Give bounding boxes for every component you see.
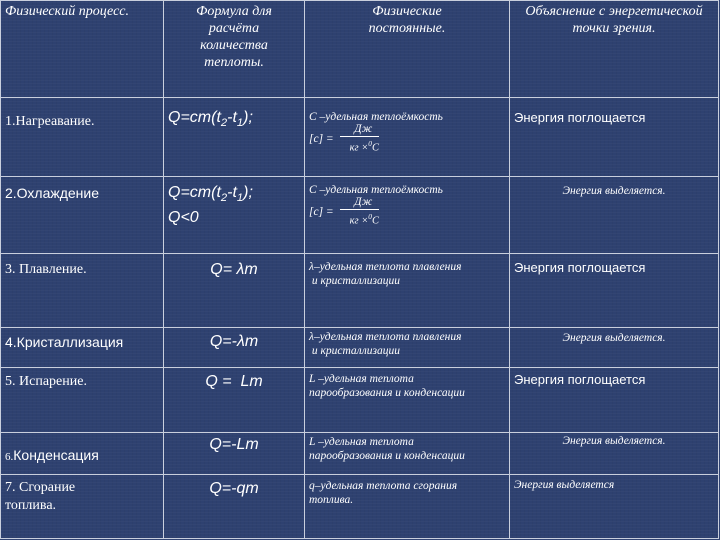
header-constants (305, 1, 510, 98)
formula-cell (164, 433, 305, 475)
table-row (1, 433, 719, 475)
constant-description-cont: и кристаллизации (309, 275, 400, 287)
process-name: 7. Сгорание топлива. (5, 480, 76, 513)
constants-cell (305, 254, 510, 328)
unit-numerator: Дж (340, 195, 379, 210)
constants-cell (305, 328, 510, 368)
header-formula-text: Формула для расчёта количества теплоты. (196, 4, 272, 70)
unit-numerator: Дж (340, 122, 379, 137)
table-row (1, 475, 719, 539)
process-cell (1, 328, 164, 368)
constants-cell (305, 433, 510, 475)
formula-text: Q=-Lm (209, 436, 259, 453)
process-name: Конденсация (13, 447, 99, 463)
table-row (1, 254, 719, 328)
unit-denominator: кг ×$^0$С (349, 139, 379, 154)
process-name: 1.Нагреавание. (5, 114, 95, 129)
formula-condition: Q<0 (168, 209, 199, 227)
formula-cell (164, 177, 305, 254)
energy-cell (510, 433, 719, 475)
process-cell (1, 475, 164, 539)
header-constants-text: Физические постоянные. (368, 4, 446, 36)
table-row (1, 98, 719, 177)
energy-cell (510, 98, 719, 177)
constants-cell (305, 98, 510, 177)
formula-cell (164, 328, 305, 368)
constant-description-cont: топлива. (309, 494, 354, 506)
formula-text: $Q=cm(t_2-t_1)$; (168, 184, 253, 205)
table-row (1, 328, 719, 368)
energy-text: Энергия выделяется. (562, 435, 666, 447)
process-cell (1, 177, 164, 254)
formula-cell (164, 368, 305, 433)
process-number: 6. (5, 451, 14, 463)
constant-description-cont: и кристаллизации (309, 345, 400, 357)
table-header-row (1, 1, 719, 98)
header-process-text: Физический процесс. (5, 4, 129, 19)
energy-text: Энергия выделяется. (562, 332, 666, 344)
formula-text: $Q=cm(t_2-t_1)$; (168, 109, 253, 130)
unit-formula: [c] = $\frac{Дж}{кг \times^0С}$ (309, 123, 379, 154)
process-cell (1, 368, 164, 433)
unit-formula: [c] = $\frac{Дж}{кг \times^0С}$ (309, 196, 379, 227)
formula-cell (164, 475, 305, 539)
header-formula (164, 1, 305, 98)
process-cell (1, 98, 164, 177)
energy-text: Энергия поглощается (514, 372, 646, 387)
process-cell (1, 433, 164, 475)
constant-description: λ–удельная теплота плавления (309, 331, 462, 343)
unit-denominator: кг ×$^0$С (349, 212, 379, 227)
energy-text: Энергия выделяется. (562, 185, 666, 197)
constant-description: q–удельная теплота сгорания (309, 480, 458, 492)
formula-cell (164, 254, 305, 328)
energy-cell (510, 328, 719, 368)
formula-text: Q=-qm (209, 480, 259, 497)
header-energy (510, 1, 719, 98)
process-name: 5. Испарение. (5, 374, 87, 389)
energy-cell (510, 254, 719, 328)
header-energy-text: Объяснение с энергетической точки зрения. (525, 4, 703, 36)
constant-description: λ–удельная теплота плавления (309, 261, 462, 273)
energy-cell (510, 475, 719, 539)
energy-text: Энергия поглощается (514, 110, 646, 125)
header-process (1, 1, 164, 98)
formula-text: Q=-λm (209, 333, 259, 350)
formula-cell (164, 98, 305, 177)
constant-description-cont: парообразования и конденсации (309, 387, 465, 399)
process-name: 2.Охлаждение (5, 185, 100, 201)
constant-description-cont: парообразования и конденсации (309, 450, 465, 462)
constant-description: C –удельная теплоёмкость (309, 111, 443, 123)
constant-description: C –удельная теплоёмкость (309, 184, 443, 196)
process-name: 3. Плавление. (5, 262, 87, 277)
process-cell (1, 254, 164, 328)
formula-text: Q= λm (210, 261, 258, 278)
energy-cell (510, 368, 719, 433)
constant-description: L –удельная теплота (309, 436, 414, 448)
constants-cell (305, 177, 510, 254)
formula-text: Q = Lm (205, 373, 263, 390)
constants-cell (305, 475, 510, 539)
energy-text: Энергия выделяется (514, 479, 615, 491)
constant-description: L –удельная теплота (309, 373, 414, 385)
table-row (1, 177, 719, 254)
table-row (1, 368, 719, 433)
process-name: 4.Кристаллизация (5, 334, 124, 350)
constants-cell (305, 368, 510, 433)
energy-text: Энергия поглощается (514, 260, 646, 275)
energy-cell (510, 177, 719, 254)
